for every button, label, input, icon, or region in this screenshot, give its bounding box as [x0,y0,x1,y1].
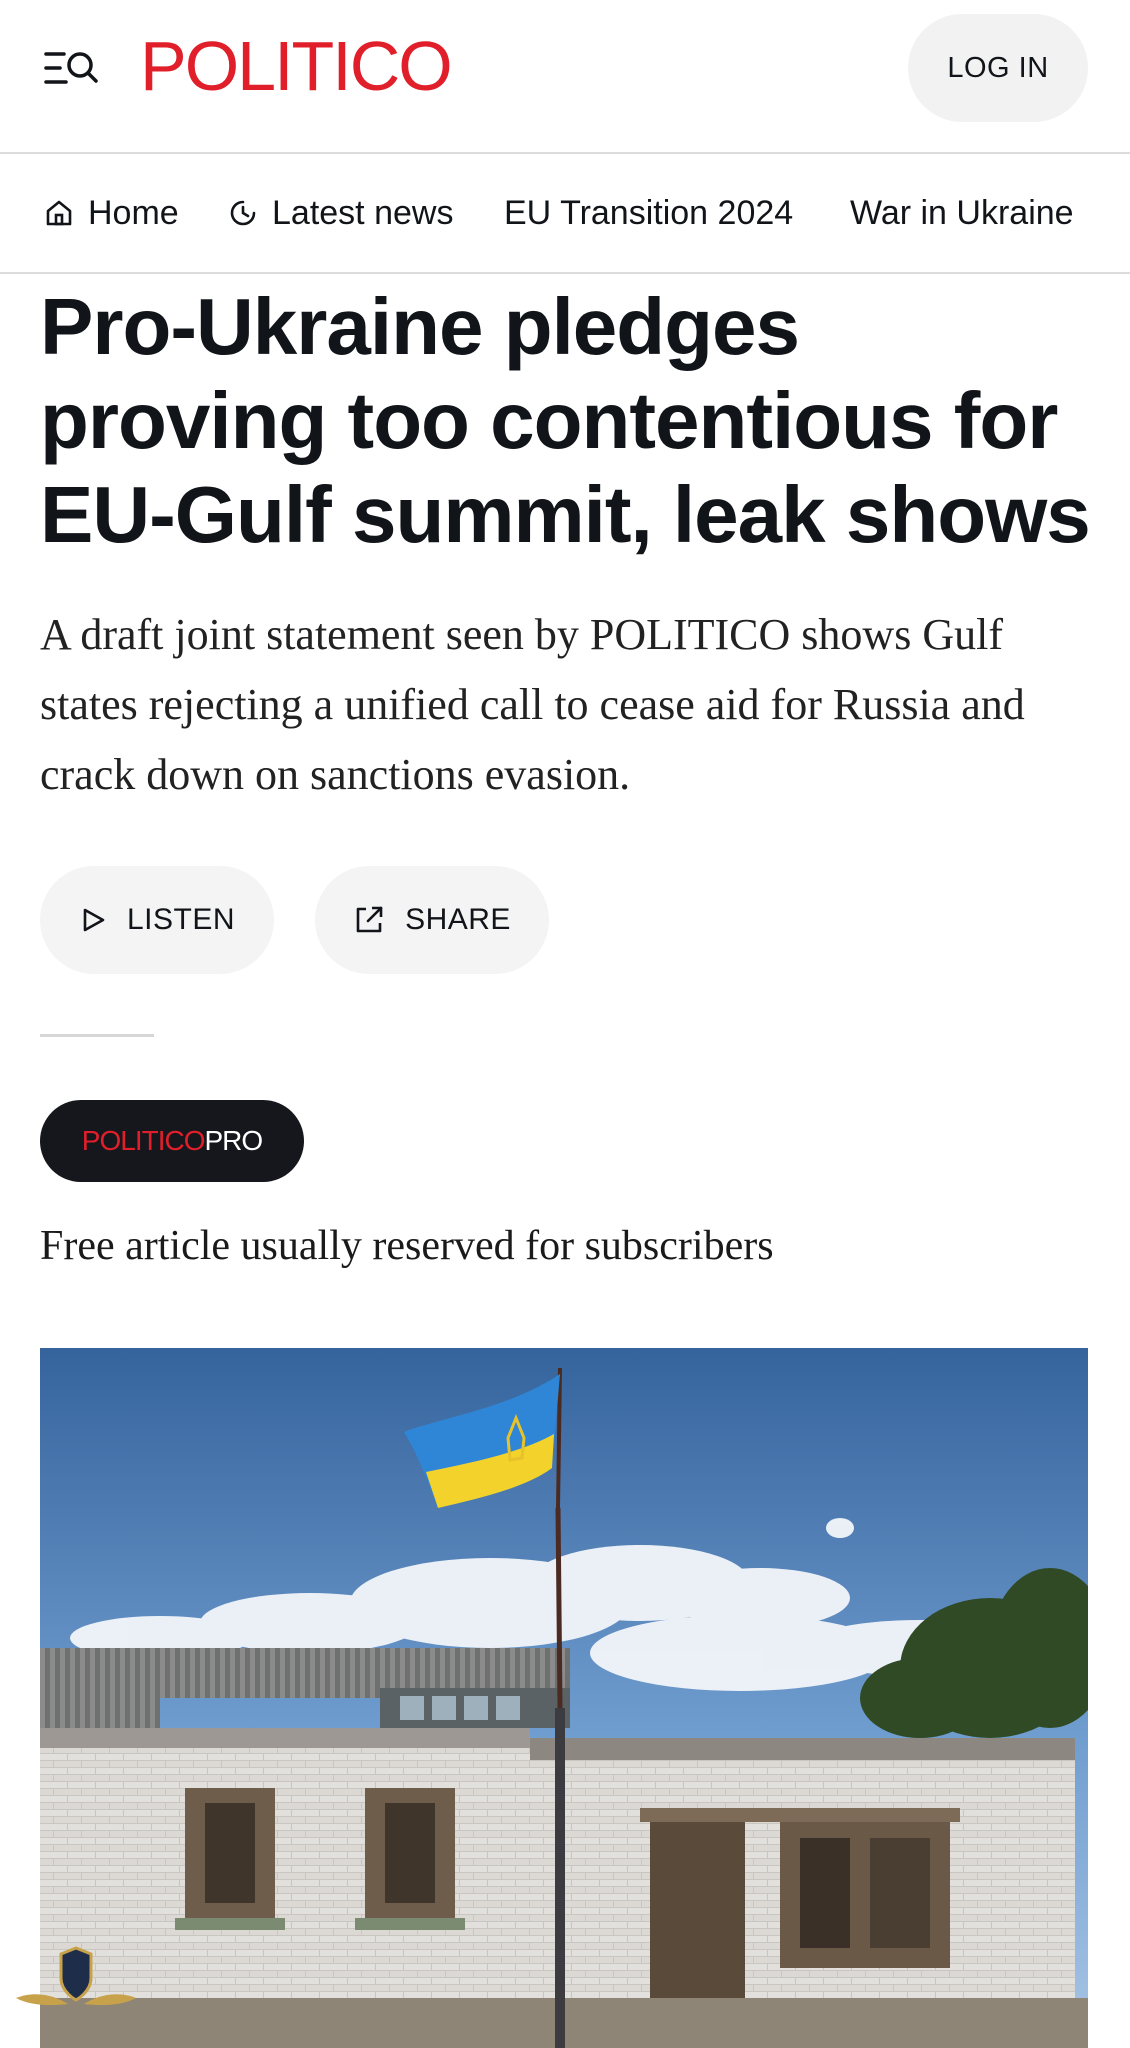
pro-badge-part2: PRO [204,1125,263,1156]
free-article-note: Free article usually reserved for subscribers [40,1223,774,1269]
nav-item-eu-transition[interactable] [504,154,793,272]
section-nav [0,154,1130,274]
nav-item-label: EU Transition 2024 [504,193,794,232]
share-icon [353,904,385,936]
listen-button[interactable] [40,866,274,974]
politico-pro-badge [40,1100,304,1182]
home-icon [44,198,74,228]
article-dek: A draft joint statement seen by POLITICO shows Gulf states rejecting a unified call to cease aid for Russia and crack down on sanctions evasion. [40,610,1025,799]
pro-badge-part1: POLITICO [81,1125,205,1156]
politico-logo[interactable]: POLITICO [140,27,451,105]
share-button[interactable] [315,866,549,974]
nav-item-home[interactable] [44,154,179,272]
share-label: SHARE [405,903,511,936]
play-icon [79,906,107,934]
nav-item-label: War in Ukraine [850,193,1074,232]
top-bar [0,0,1130,154]
login-button[interactable]: LOG IN [908,14,1088,122]
listen-label: LISTEN [126,903,236,936]
divider [40,1034,154,1037]
nav-item-latest-news[interactable] [228,154,453,272]
nav-item-label: Home [88,193,179,232]
menu-search-icon[interactable] [44,48,100,88]
clock-icon [228,198,258,228]
nav-item-war-in-ukraine[interactable] [850,154,1074,272]
watermark-logo-icon [6,1940,146,2040]
nav-item-label: Latest news [272,193,454,232]
hero-image [40,1348,1088,2048]
article-headline: Pro-Ukraine pledges proving too contentious for EU-Gulf summit, leak shows [40,282,1090,559]
